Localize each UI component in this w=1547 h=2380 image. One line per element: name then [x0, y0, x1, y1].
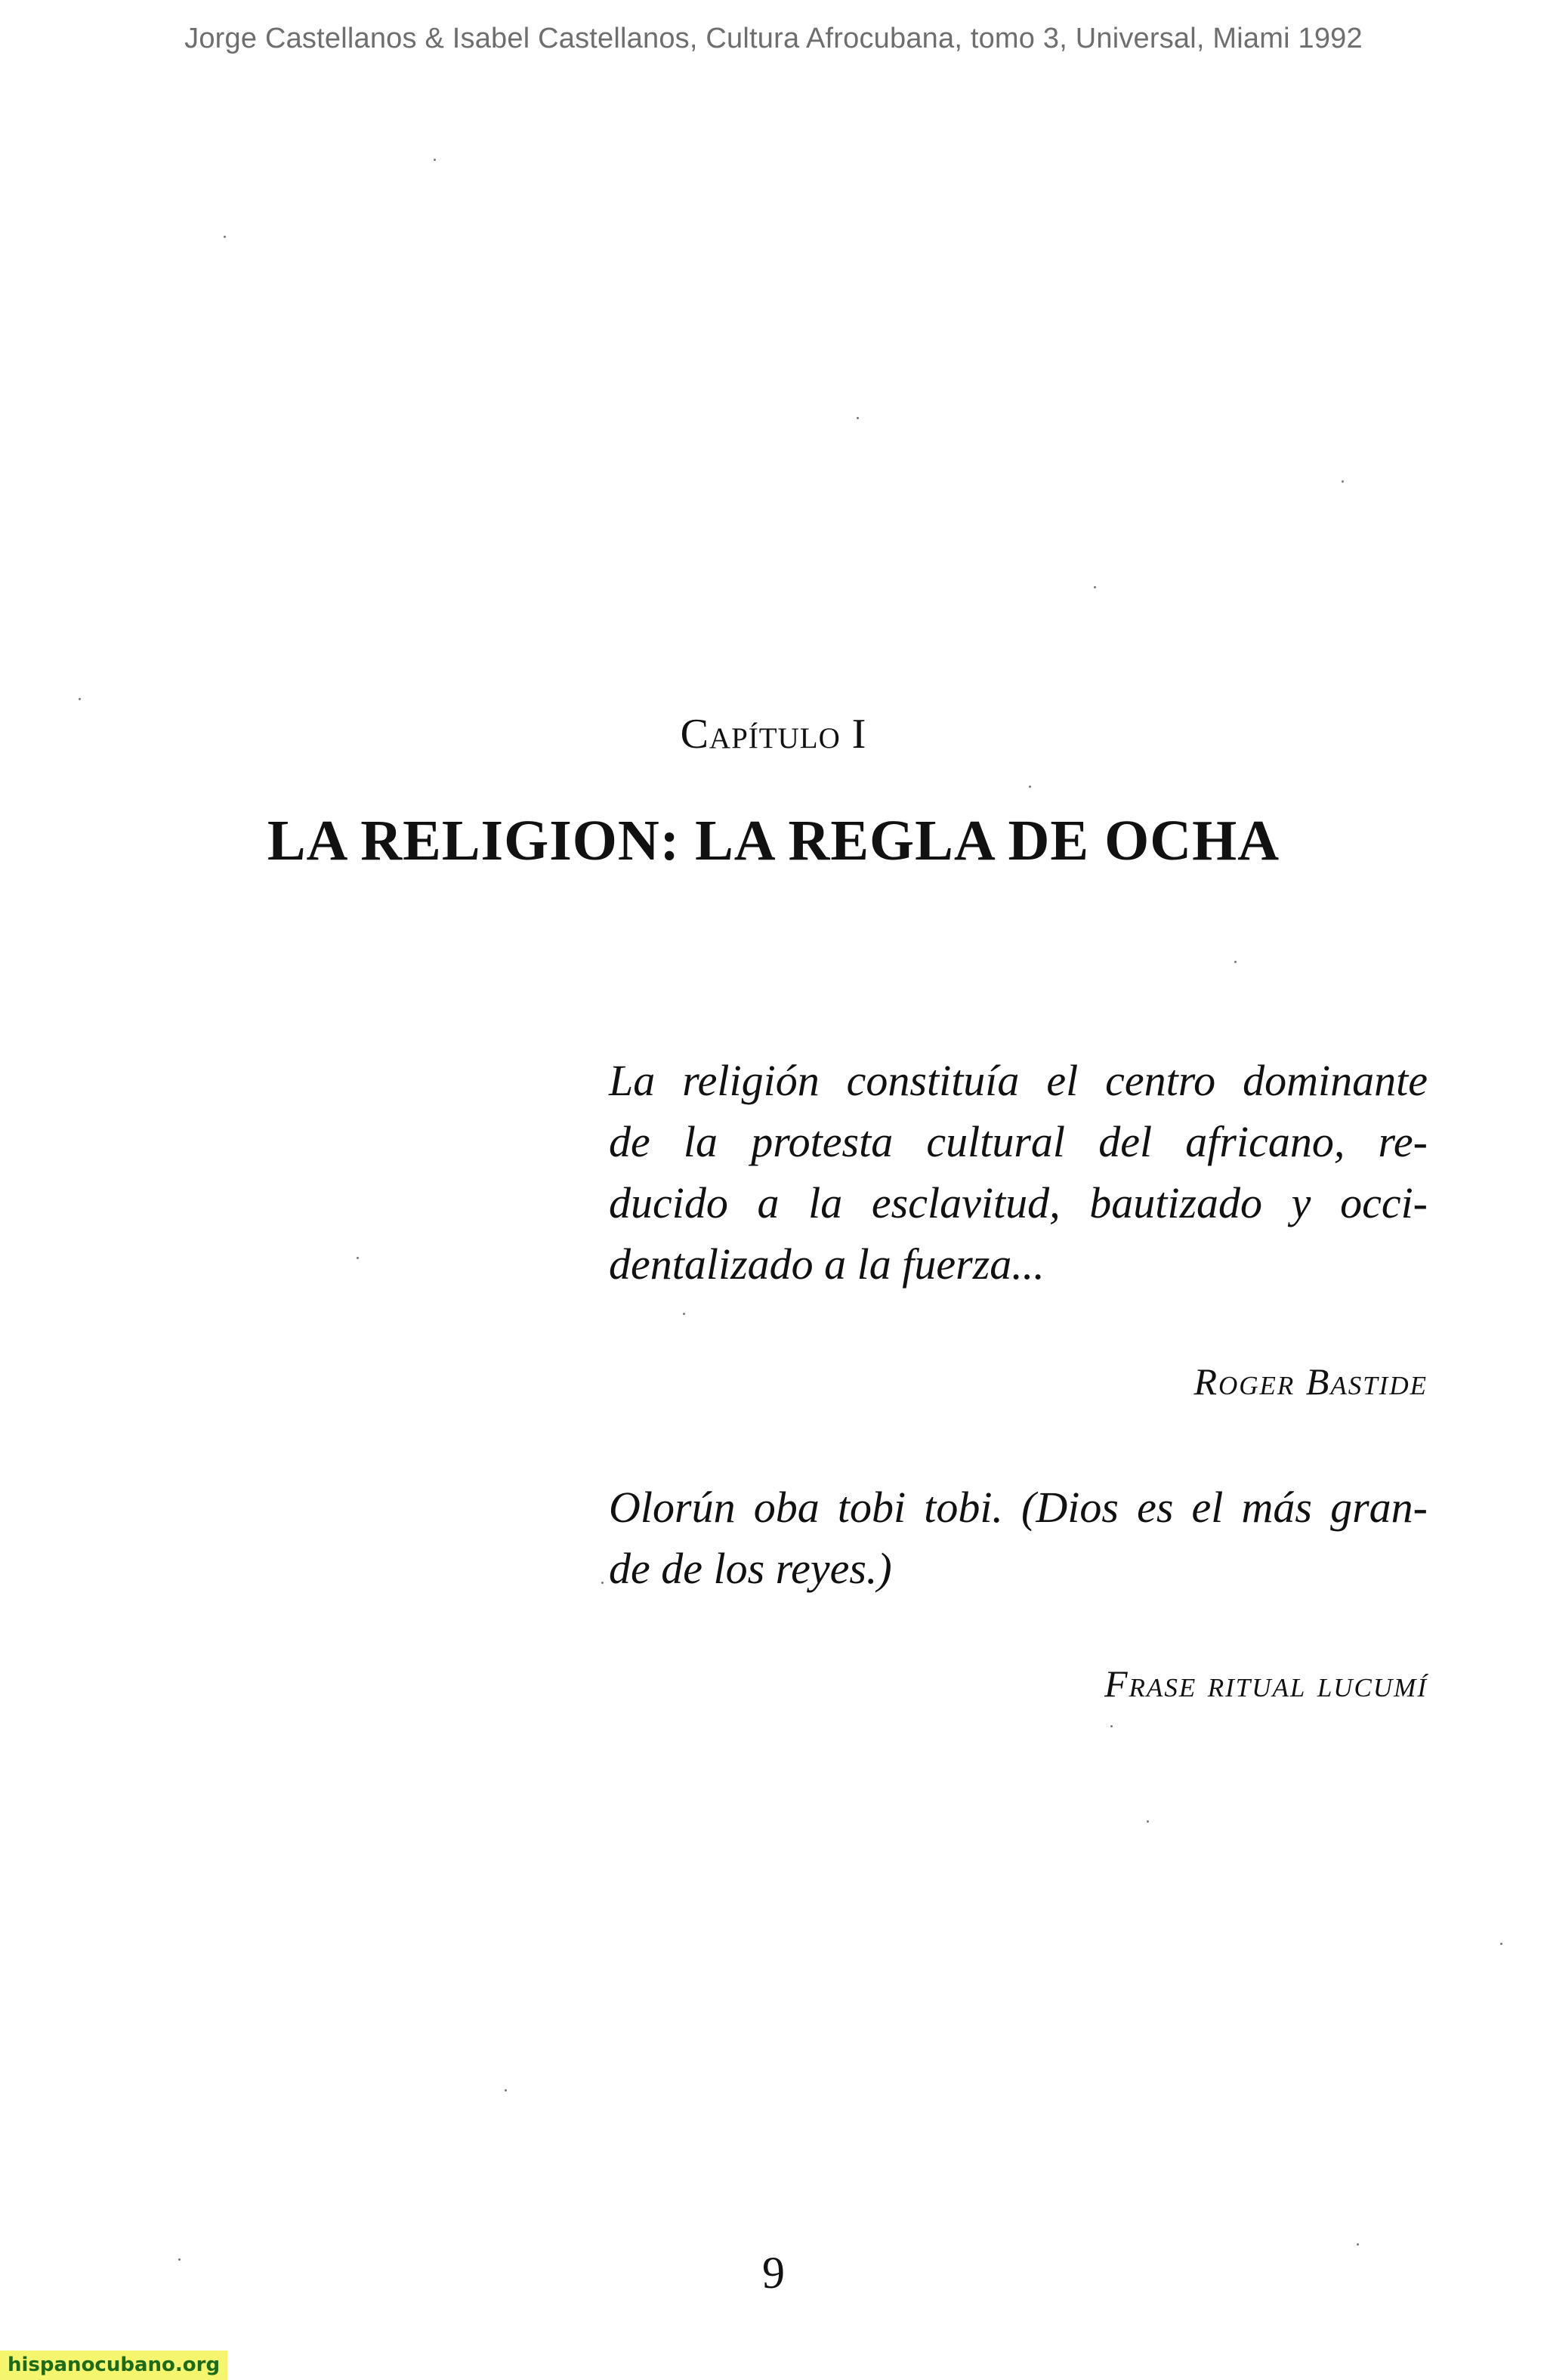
- scan-speck: [1147, 1820, 1149, 1823]
- epigraph-line: ducido a la esclavitud, bautizado y occi-: [609, 1178, 1428, 1227]
- scan-speck: [79, 698, 81, 700]
- scan-speck: [178, 2258, 181, 2261]
- epigraph-attribution: Frase ritual lucumí: [1104, 1662, 1428, 1705]
- scan-speck: [505, 2089, 507, 2091]
- chapter-label: Capítulo I: [680, 711, 867, 758]
- running-header: Jorge Castellanos & Isabel Castellanos, Cultura Afrocubana, tomo 3, Universal, Miami 1992: [184, 23, 1363, 54]
- epigraph-line: de la protesta cultural del africano, re-: [609, 1117, 1428, 1166]
- scan-speck: [1094, 586, 1096, 588]
- epigraph-line: Olorún oba tobi tobi. (Dios es el más gran-: [609, 1483, 1428, 1532]
- epigraph-attribution: Roger Bastide: [1193, 1360, 1428, 1403]
- scan-speck: [1234, 961, 1237, 963]
- chapter-title: LA RELIGION: LA REGLA DE OCHA: [267, 809, 1280, 872]
- epigraph-line: dentalizado a la fuerza...: [609, 1239, 1045, 1289]
- page-number: 9: [762, 2248, 785, 2298]
- epigraph-quote: [609, 1477, 1428, 1599]
- epigraph-line: La religión constituía el centro dominante: [609, 1056, 1428, 1105]
- epigraph-quote: [609, 1050, 1428, 1295]
- scan-speck: [1342, 480, 1344, 483]
- epigraph-line: de de los reyes.): [609, 1544, 892, 1593]
- scan-speck: [434, 159, 436, 161]
- scan-speck: [1110, 1725, 1113, 1727]
- site-watermark: hispanocubano.org: [0, 2351, 227, 2380]
- scan-speck: [357, 1257, 359, 1259]
- scan-speck: [224, 236, 226, 238]
- scan-speck: [683, 1313, 685, 1315]
- scan-speck: [857, 417, 859, 419]
- scan-speck: [601, 1582, 604, 1584]
- scan-speck: [1029, 786, 1031, 788]
- scan-speck: [1357, 2243, 1359, 2246]
- scan-speck: [1500, 1943, 1502, 1945]
